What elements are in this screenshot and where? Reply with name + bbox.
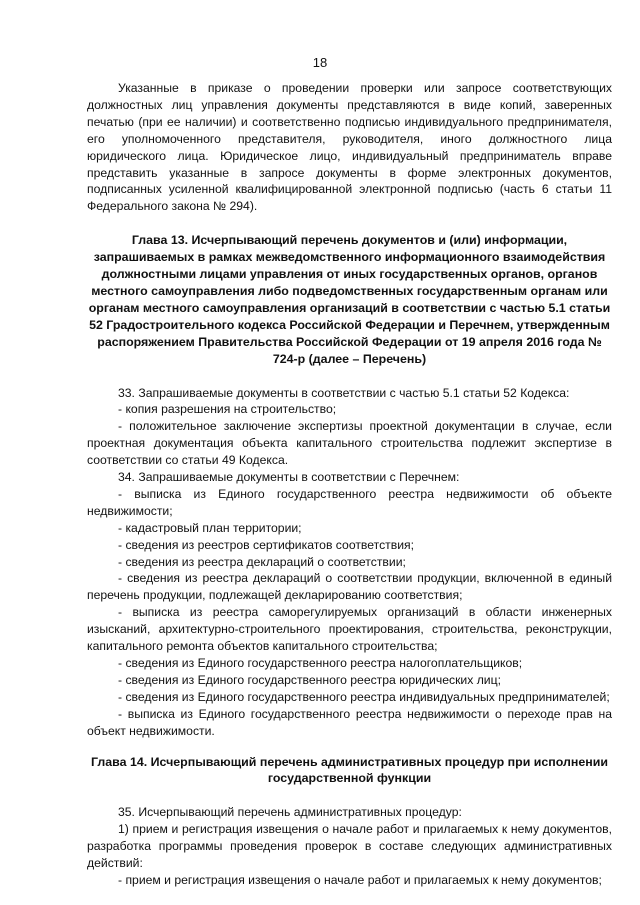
chapter-14-heading: Глава 14. Исчерпывающий перечень административных процедур при исполнении государственной функции [90, 754, 608, 786]
list-item: - выписка из Единого государственного реестра недвижимости о переходе прав на объект недвижимости. [87, 706, 612, 738]
paragraph-33: 33. Запрашиваемые документы в соответствии с частью 5.1 статьи 52 Кодекса: [118, 385, 570, 400]
list-item: - сведения из реестра деклараций о соответствии; [118, 554, 406, 569]
list-item: - сведения из Единого государственного реестра юридических лиц; [118, 672, 501, 687]
list-item: - сведения из Единого государственного реестра индивидуальных предпринимателей; [118, 689, 610, 704]
intro-paragraph: Указанные в приказе о проведении проверки или запросе соответствующих должностных лиц управления документы представляются в виде копий, заверенных печатью (при ее наличии) и соответственно подписью индивидуального предпринимателя, его уполномоченного представителя, руководителя, иного должностного лица юридического лица. Юридическое лицо, индивидуальный предприниматель вправе представить указанные в запросе документы в форме электронных документов, подписанных усиленной квалифицированной электронной подписью (часть 6 статьи 11 Федерального закона № 294). [87, 81, 612, 214]
list-item: - копия разрешения на строительство; [118, 402, 337, 417]
list-item: - выписка из реестра саморегулируемых организаций в области инженерных изысканий, архитектурно-строительного проектирования, строительства, реконструкции, капитального ремонта объектов капитального строительства; [87, 605, 612, 654]
page-content [87, 80, 612, 889]
list-item: 1) прием и регистрация извещения о начале работ и прилагаемых к нему документов, разработка программы проведения проверок в составе следующих административных действий: [87, 822, 612, 871]
paragraph-34: 34. Запрашиваемые документы в соответствии с Перечнем: [118, 470, 460, 485]
list-item: - сведения из реестра деклараций о соответствии продукции, включенной в единый перечень продукции, подлежащей декларированию соответствия; [87, 571, 612, 603]
paragraph-35: 35. Исчерпывающий перечень административных процедур: [118, 805, 462, 820]
list-item: - сведения из Единого государственного реестра налогоплательщиков; [118, 656, 523, 670]
list-item: - выписка из Единого государственного реестра недвижимости об объекте недвижимости; [87, 486, 612, 518]
list-item: - кадастровый план территории; [118, 520, 302, 535]
list-item: - прием и регистрация извещения о начале работ и прилагаемых к нему документов; [118, 872, 602, 887]
list-item: - положительное заключение экспертизы проектной документации в случае, если проектная документация объекта капитального строительства подлежит экспертизе в соответствии со статьи 49 Кодекса. [87, 419, 612, 468]
list-item: - сведения из реестров сертификатов соответствия; [118, 537, 415, 552]
chapter-13-heading: Глава 13. Исчерпывающий перечень документов и (или) информации, запрашиваемых в рамках межведомственного информационного взаимодействия должностными лицами управления от иных государственных органов, органов местного самоуправления либо подведомственных государственным органам или органам местного самоуправления организаций в соответствии с частью 5.1 статьи 52 Градостроительного кодекса Российской Федерации и Перечнем, утвержденным распоряжением Правительства Российской Федерации от 19 апреля 2016 года № 724-р (далее – Перечень) [88, 233, 611, 366]
page-number: 18 [312, 55, 328, 70]
